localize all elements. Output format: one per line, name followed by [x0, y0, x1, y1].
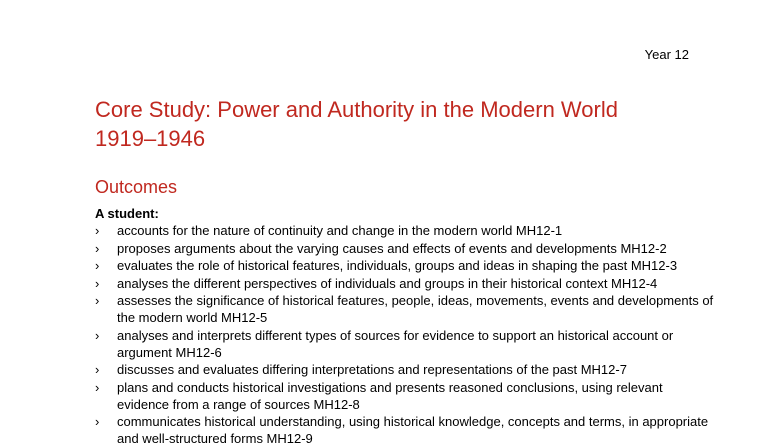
list-item: [95, 292, 715, 326]
outcomes-list: [95, 222, 715, 448]
page-title-line-1: Core Study: Power and Authority in the Modern World: [95, 97, 618, 122]
chevron-right-icon: ›: [95, 327, 100, 343]
outcomes-lead: A student:: [95, 206, 159, 221]
chevron-right-icon: ›: [95, 379, 100, 395]
chevron-right-icon: ›: [95, 362, 100, 377]
list-item: [95, 361, 715, 378]
list-item-text: proposes arguments about the varying causes and effects of events and developments MH12-2: [117, 240, 667, 256]
list-item-text: analyses and interprets different types of sources for evidence to support an historical account or argument MH12-6: [117, 327, 674, 360]
chevron-right-icon: ›: [95, 223, 100, 238]
chevron-right-icon: ›: [95, 414, 100, 429]
list-item-text: evaluates the role of historical features, individuals, groups and ideas in shaping the past MH12-3: [117, 258, 678, 273]
chevron-right-icon: ›: [95, 258, 100, 273]
list-item-text: communicates historical understanding, using historical knowledge, concepts and terms, in appropriate and well-structured forms MH12-9: [117, 414, 709, 446]
list-item: [95, 240, 715, 257]
list-item-text: discusses and evaluates differing interpretations and representations of the past MH12-7: [117, 362, 627, 377]
outcomes-heading: Outcomes: [95, 177, 178, 197]
page-title-line-2: 1919–1946: [95, 126, 206, 151]
chevron-right-icon: ›: [95, 275, 100, 291]
page-title: [95, 95, 695, 153]
list-item-text: accounts for the nature of continuity and change in the modern world MH12-1: [117, 223, 563, 238]
list-item: [95, 275, 715, 292]
year-label: Year 12: [644, 47, 689, 62]
list-item: [95, 379, 715, 413]
list-item: [95, 257, 715, 274]
list-item-text: analyses the different perspectives of individuals and groups in their historical context MH12-4: [117, 275, 658, 291]
list-item: [95, 327, 715, 361]
chevron-right-icon: ›: [95, 293, 100, 308]
list-item: [95, 222, 715, 239]
list-item: [95, 413, 715, 447]
list-item-text: assesses the significance of historical features, people, ideas, movements, events and developments of the modern world MH12-5: [117, 293, 714, 325]
chevron-right-icon: ›: [95, 240, 100, 256]
list-item-text: plans and conducts historical investigations and presents reasoned conclusions, using relevant evidence from a range of sources MH12-8: [117, 379, 663, 412]
